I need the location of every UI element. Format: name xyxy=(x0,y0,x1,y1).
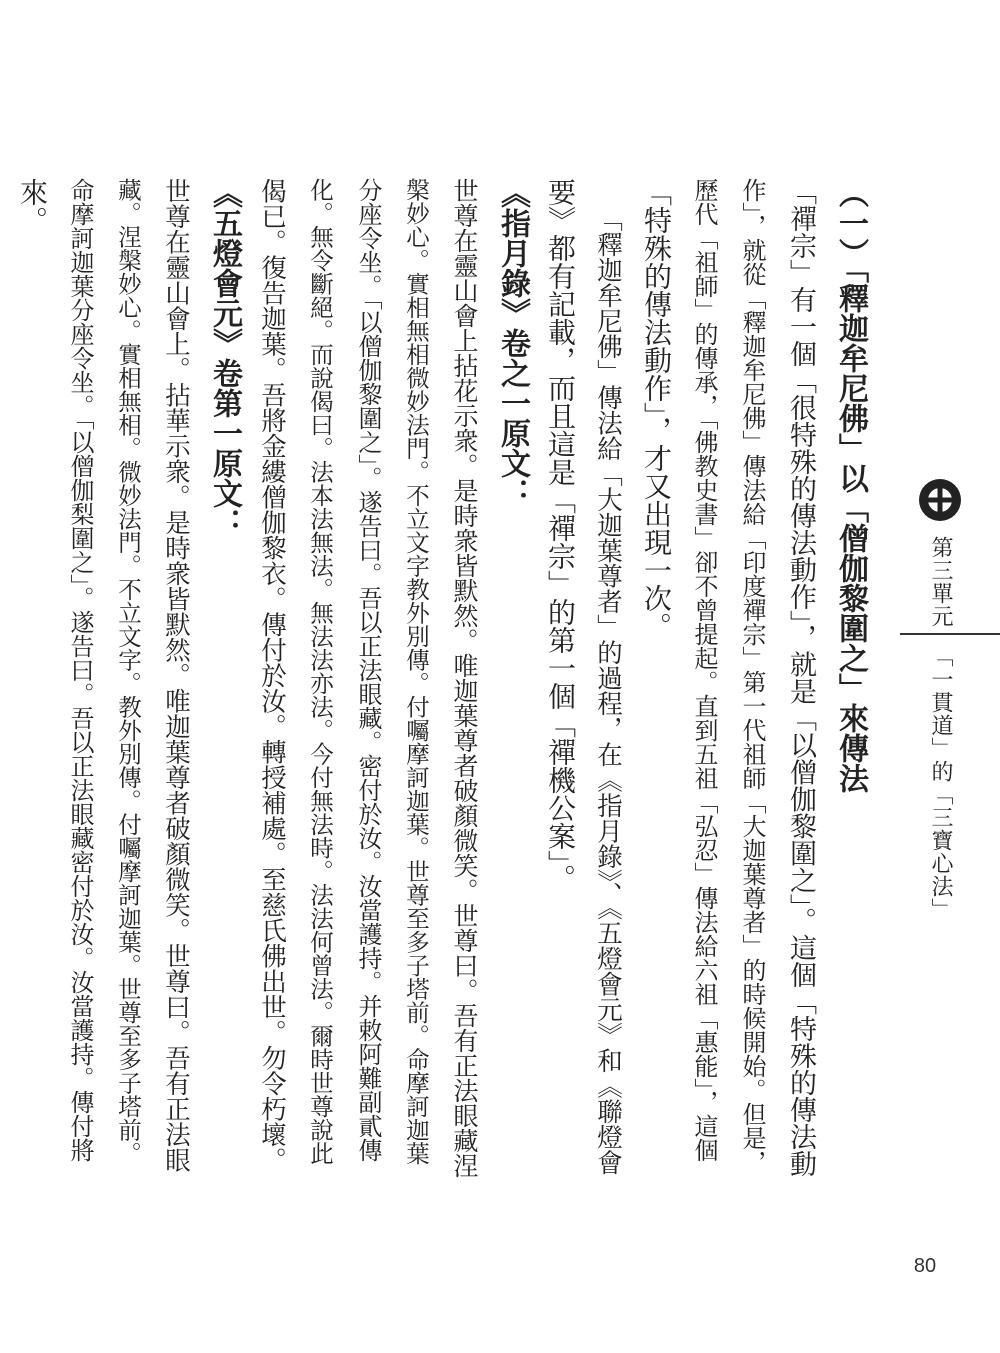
header-divider xyxy=(900,633,1000,635)
unit-label: 第三單元 xyxy=(928,536,953,628)
section-heading: （一）「釋迦牟尼佛」以「僧伽黎圍之」來傳法 xyxy=(833,178,868,793)
text-column: 世尊在靈山會上。拈華示衆。是時衆皆默然。唯迦葉尊者破顏微笑。世尊曰。吾有正法眼 xyxy=(161,178,191,1173)
subheading-wudenghuiyuan: 《五燈會元》卷第一原文： xyxy=(207,178,242,538)
text-column: 分座令坐。「以僧伽黎圍之」。遂告曰。吾以正法眼藏。密付於汝。汝當護持。并敕阿難副貳傳 xyxy=(354,178,382,1162)
circle-emblem-icon xyxy=(918,478,962,522)
text-column: 「特殊的傳法動作」，才又出現一次。 xyxy=(640,178,673,640)
text-column: 藏。涅槃妙心。實相無相。微妙法門。不立文字。教外別傳。付囑摩訶迦葉。世尊至多子塔前。 xyxy=(114,178,142,1165)
text-column: 來。 xyxy=(16,178,49,234)
text-column: 世尊在靈山會上拈花示衆。是時衆皆默然。唯迦葉尊者破顏微笑。世尊曰。吾有正法眼藏涅 xyxy=(450,178,479,1178)
text-column: 歷代「祖師」的傳承，「佛教史書」卻不曾提起。直到五祖「弘忍」傳法給六祖「惠能」，這個 xyxy=(690,178,718,1162)
text-column: 槃妙心。實相無相微妙法門。不立文字教外別傳。付囑摩訶迦葉。世尊至多子塔前。命摩訶迦葉 xyxy=(402,178,430,1165)
subheading-zhiyuelu: 《指月錄》卷之一原文： xyxy=(495,178,530,508)
text-column: 作」，就從「釋迦牟尼佛」傳法給「印度禪宗」第一代祖師「大迦葉尊者」的時候開始。但是， xyxy=(738,178,766,1174)
text-column: 「禪宗」有一個「很特殊的傳法動作」，就是「以僧伽黎圍之」。這個「特殊的傳法動 xyxy=(785,178,816,1177)
chapter-title: 「一貫道」的「三寶心法」 xyxy=(928,645,953,921)
text-column: 要》都有記載，而且這是「禪宗」的第一個「禪機公案」。 xyxy=(544,178,577,892)
text-column: 命摩訶迦葉分座令坐。「以僧伽梨圍之」。遂告曰。吾以正法眼藏密付於汝。汝當護持。傳付將 xyxy=(66,178,94,1162)
text-column: 化。無令斷絕。而說偈曰。法本法無法。無法法亦法。今付無法時。法法何曾法。爾時世尊說此 xyxy=(306,178,334,1165)
text-column: 「釋迦牟尼佛」傳法給「大迦葉尊者」的過程，在《指月錄》、《五燈會元》和《聯燈會 xyxy=(593,206,623,1175)
text-column: 偈已。復告迦葉。吾將金縷僧伽黎衣。傳付於汝。轉授補處。至慈氏佛出世。勿令朽壞。 xyxy=(257,178,287,1173)
page-number: 80 xyxy=(913,1255,937,1277)
